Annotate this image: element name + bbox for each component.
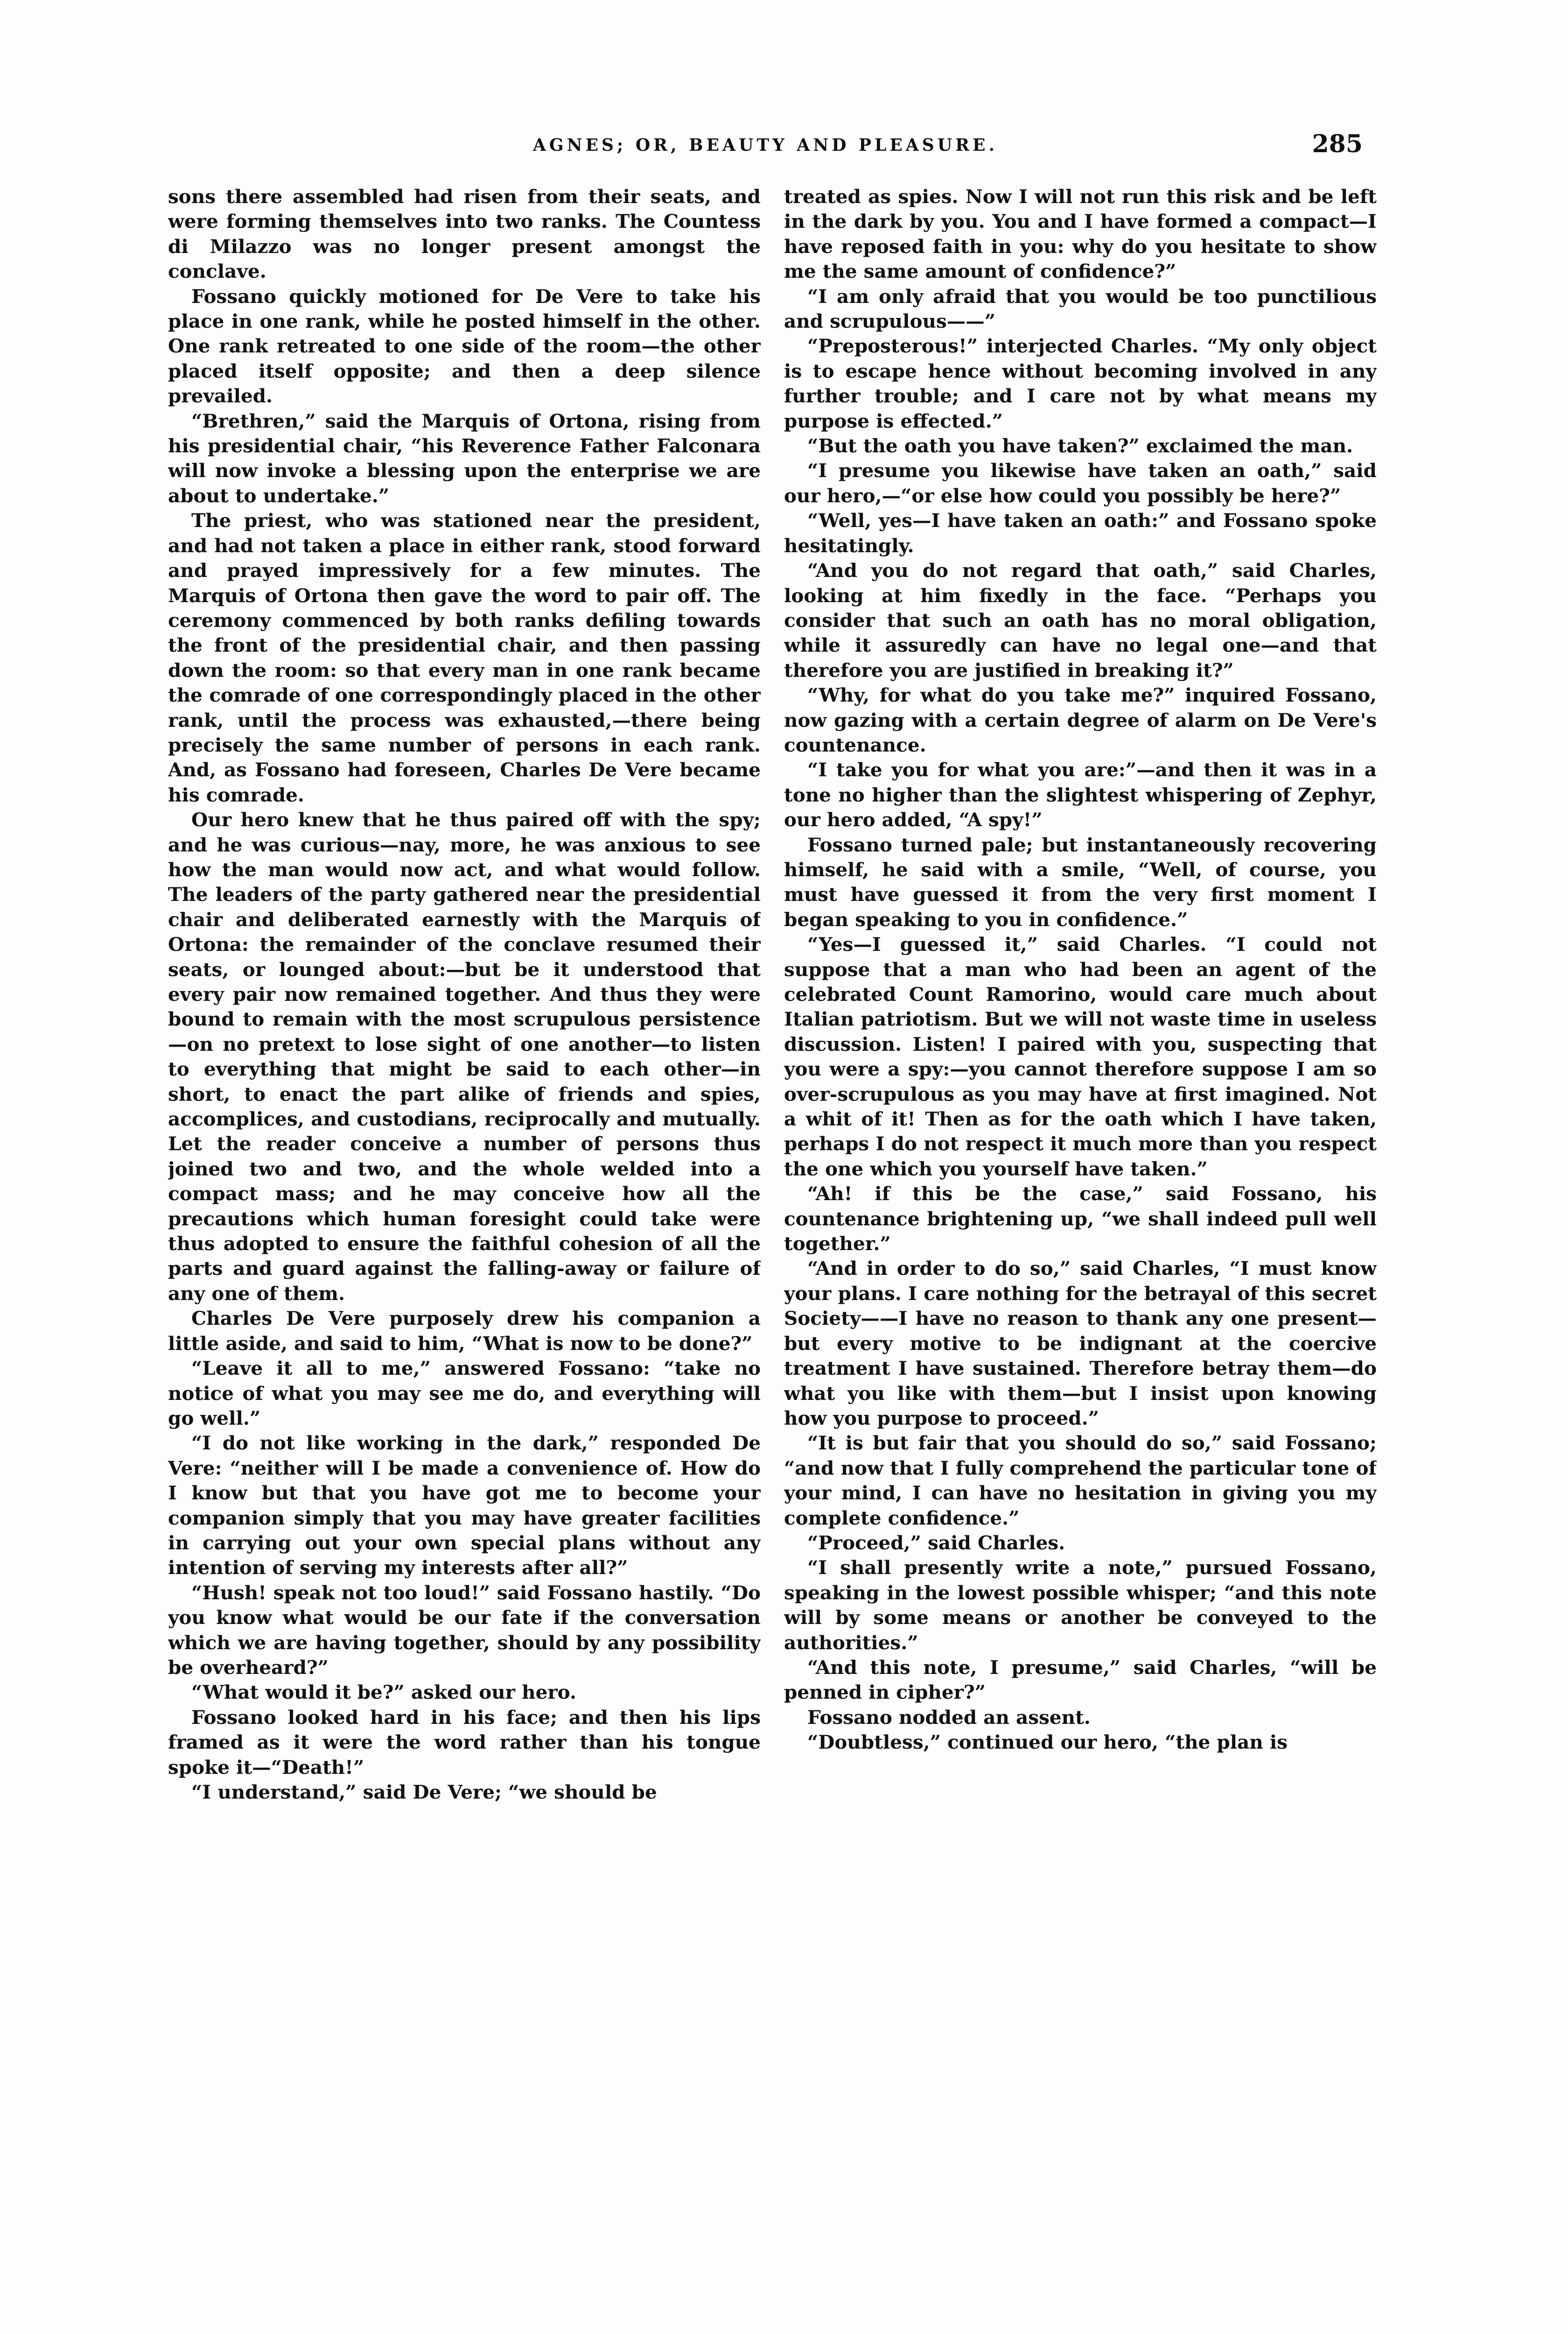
paragraph: treated as spies. Now I will not run this risk and be left in the dark by you. You and I have formed a compact—I have reposed faith in you: why do you hesitate to show me the same amount of confidence?” <box>784 185 1377 283</box>
paragraph: “I take you for what you are:”—and then it was in a tone no higher than the slightest whispering of Zephyr, our hero added, “A spy!” <box>784 759 1377 831</box>
paragraph: Charles De Vere purposely drew his companion a little aside, and said to him, “What is now to be done?” <box>168 1307 761 1355</box>
paragraph: sons there assembled had risen from their seats, and were forming themselves into two ranks. The Countess di Milazzo was no longer present amongst the conclave. <box>168 185 761 283</box>
paragraph: “Doubtless,” continued our hero, “the plan is <box>807 1731 1288 1754</box>
paragraph: “It is but fair that you should do so,” said Fossano; “and now that I fully comprehend the particular tone of your mind, I can have no hesitation in giving you my complete confidence.” <box>784 1432 1377 1529</box>
text-columns <box>168 184 1381 2192</box>
paragraph: “And you do not regard that oath,” said Charles, looking at him fixedly in the face. “Perhaps you consider that such an oath has no moral obligation, while it assuredly can have no legal one—and that therefore you are justified in breaking it?” <box>784 559 1377 682</box>
paragraph: “I shall presently write a note,” pursued Fossano, speaking in the lowest possible whisper; “and this note will by some means or another be conveyed to the authorities.” <box>784 1556 1377 1654</box>
left-column <box>168 184 761 2192</box>
paragraph: “Yes—I guessed it,” said Charles. “I could not suppose that a man who had been an agent of the celebrated Count Ramorino, would care much about Italian patriotism. But we will not waste time in useless discussion. Listen! I paired with you, suspecting that you were a spy:—you cannot therefore suppose I am so over-scrupulous as you may have at first imagined. Not a whit of it! Then as for the oath which I have taken, perhaps I do not respect it much more than you respect the one which you yourself have taken.” <box>784 933 1377 1180</box>
paragraph: Our hero knew that he thus paired off with the spy; and he was curious—nay, more, he was anxious to see how the man would now act, and what would follow. The leaders of the party gathered near the presidential chair and deliberated earnestly with the Marquis of Ortona: the remainder of the conclave resumed their seats, or lounged about:—but be it understood that every pair now remained together. And thus they were bound to remain with the most scrupulous persistence—on no pretext to lose sight of one another—to listen to everything that might be said to each other—in short, to enact the part alike of friends and spies, accomplices, and custodians, reciprocally and mutually. Let the reader conceive a number of persons thus joined two and two, and the whole welded into a compact mass; and he may conceive how all the precautions which human foresight could take were thus adopted to ensure the faithful cohesion of all the parts and guard against the falling-away or failure of any one of them. <box>168 808 761 1305</box>
paragraph: “I understand,” said De Vere; “we should be <box>191 1781 657 1803</box>
paragraph: “Proceed,” said Charles. <box>807 1531 1065 1554</box>
paragraph: Fossano looked hard in his face; and then his lips framed as it were the word rather than his tongue spoke it—“Death!” <box>168 1706 761 1779</box>
paragraph: “What would it be?” asked our hero. <box>191 1681 577 1704</box>
page-header <box>168 130 1363 168</box>
paragraph: “Leave it all to me,” answered Fossano: “take no notice of what you may see me do, and everything will go well.” <box>168 1357 761 1429</box>
paragraph: “Ah! if this be the case,” said Fossano, his countenance brightening up, “we shall indeed pull well together.” <box>784 1182 1377 1255</box>
paragraph: “I do not like working in the dark,” responded De Vere: “neither will I be made a convenience of. How do I know but that you have got me to become your companion simply that you may have greater facilities in carrying out your own special plans without any intention of serving my interests after all?” <box>168 1432 761 1579</box>
right-column <box>784 184 1377 2192</box>
paragraph: “Well, yes—I have taken an oath:” and Fossano spoke hesitatingly. <box>784 509 1377 557</box>
paragraph: “Hush! speak not too loud!” said Fossano hastily. “Do you know what would be our fate if the conversation which we are having together, should by any possibility be overheard?” <box>168 1581 761 1679</box>
paragraph: “Brethren,” said the Marquis of Ortona, rising from his presidential chair, “his Reverence Father Falconara will now invoke a blessing upon the enterprise we are about to undertake.” <box>168 409 761 507</box>
paragraph: “I presume you likewise have taken an oath,” said our hero,—“or else how could you possibly be here?” <box>784 459 1377 507</box>
paragraph: “Preposterous!” interjected Charles. “My only object is to escape hence without becoming involved in any further trouble; and I care not by what means my purpose is effected.” <box>784 335 1377 432</box>
paragraph: “And this note, I presume,” said Charles, “will be penned in cipher?” <box>784 1656 1377 1704</box>
paragraph: The priest, who was stationed near the president, and had not taken a place in either rank, stood forward and prayed impressively for a few minutes. The Marquis of Ortona then gave the word to pair off. The ceremony commenced by both ranks defiling towards the front of the presidential chair, and then passing down the room: so that every man in one rank became the comrade of one correspondingly placed in the other rank, until the process was exhausted,—there being precisely the same number of persons in each rank. And, as Fossano had foreseen, Charles De Vere became his comrade. <box>168 509 761 806</box>
paragraph: “And in order to do so,” said Charles, “I must know your plans. I care nothing for the betrayal of this secret Society——I have no reason to thank any one present—but every motive to be indignant at the coercive treatment I have sustained. Therefore betray them—do what you like with them—but I insist upon knowing how you purpose to proceed.” <box>784 1257 1377 1429</box>
paragraph: Fossano nodded an assent. <box>807 1706 1091 1729</box>
running-title: AGNES; OR, BEAUTY AND PLEASURE. <box>532 135 998 155</box>
paragraph: “I am only afraid that you would be too punctilious and scrupulous——” <box>784 285 1377 333</box>
paragraph: “But the oath you have taken?” exclaimed the man. <box>807 435 1353 457</box>
page-number: 285 <box>1312 130 1363 158</box>
paragraph: Fossano turned pale; but instantaneously recovering himself, he said with a smile, “Well, of course, you must have guessed it from the very first moment I began speaking to you in confidence.” <box>784 833 1377 931</box>
paragraph: “Why, for what do you take me?” inquired Fossano, now gazing with a certain degree of alarm on De Vere's countenance. <box>784 684 1377 756</box>
paragraph: Fossano quickly motioned for De Vere to take his place in one rank, while he posted himself in the other. One rank retreated to one side of the room—the other placed itself opposite; and then a deep silence prevailed. <box>168 285 761 408</box>
